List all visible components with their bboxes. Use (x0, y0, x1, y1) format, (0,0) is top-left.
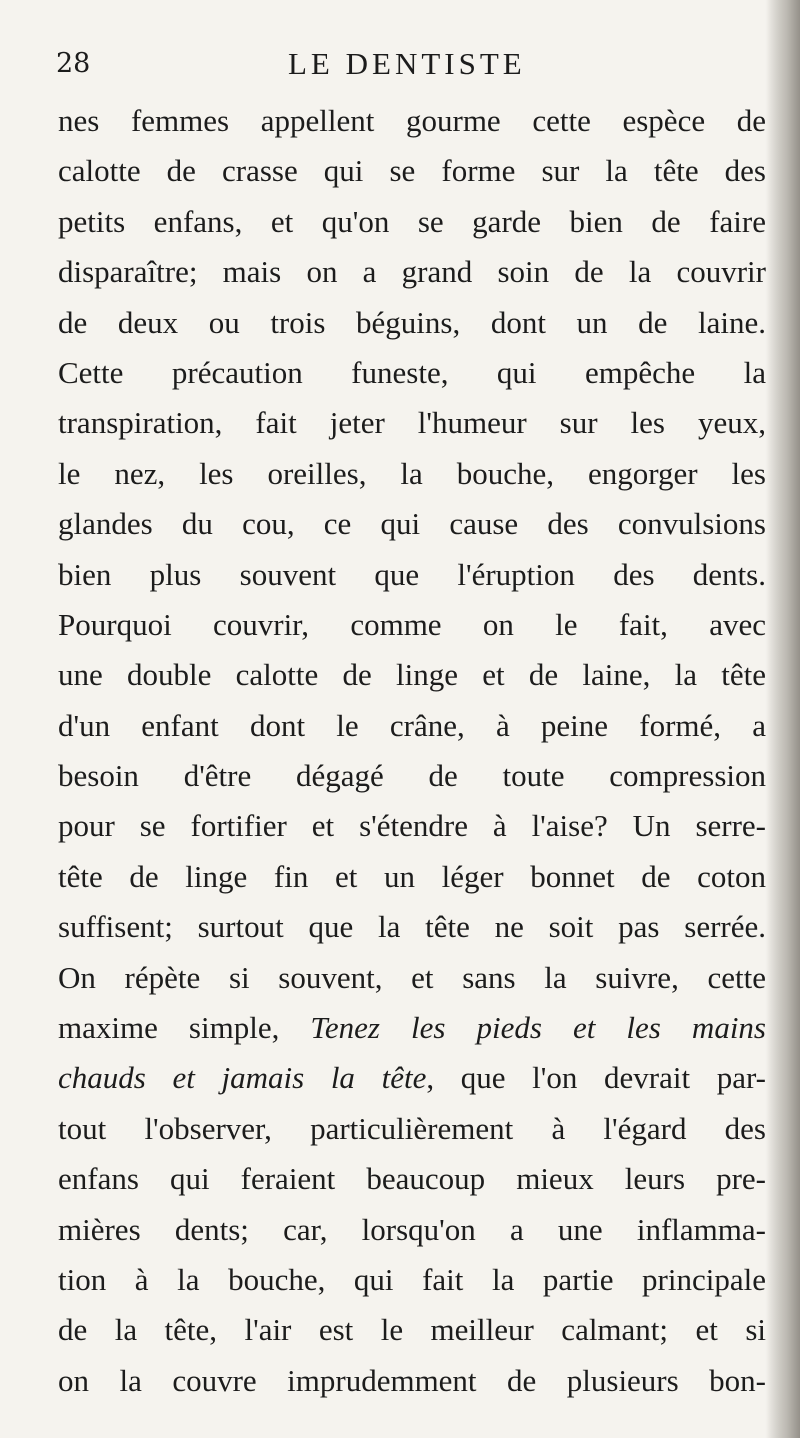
text-line: de deux ou trois béguins, dont un de laine. (58, 304, 766, 340)
text-line: petits enfans, et qu'on se garde bien de faire (58, 203, 766, 239)
text-line: on la couvre imprudemment de plusieurs bon- (58, 1362, 766, 1398)
text-line: de la tête, l'air est le meilleur calmant; et si (58, 1312, 766, 1348)
italic-run: chauds et jamais la tête (58, 1060, 427, 1096)
text-run: , que l'on devrait par- (426, 1060, 766, 1096)
text-line: suffisent; surtout que la tête ne soit pas serrée. (58, 909, 766, 945)
body-text (58, 96, 772, 1406)
text-line: le nez, les oreilles, la bouche, engorger les (58, 455, 766, 491)
text-line: pour se fortifier et s'étendre à l'aise? Un serre- (58, 808, 766, 844)
text-line: transpiration, fait jeter l'humeur sur les yeux, (58, 405, 766, 441)
page-number: 28 (56, 48, 91, 79)
text-line: tout l'observer, particulièrement à l'égard des (58, 1110, 766, 1146)
text-run: maxime simple, (58, 1010, 311, 1046)
text-line: besoin d'être dégagé de toute compression (58, 758, 766, 794)
running-title: LE DENTISTE (288, 46, 526, 81)
text-line: Cette précaution funeste, qui empêche la (58, 354, 766, 390)
page-header (56, 44, 766, 88)
text-line: Pourquoi couvrir, comme on le fait, avec (58, 606, 766, 642)
text-line: tion à la bouche, qui fait la partie principale (58, 1261, 766, 1297)
italic-run: Tenez les pieds et les mains (310, 1010, 766, 1046)
text-line-mixed (58, 1053, 766, 1103)
text-line: une double calotte de linge et de laine, la tête (58, 657, 766, 693)
text-line: tête de linge fin et un léger bonnet de coton (58, 858, 766, 894)
text-line: calotte de crasse qui se forme sur la tête des (58, 153, 766, 189)
text-line: mières dents; car, lorsqu'on a une inflamma- (58, 1211, 766, 1247)
text-line: On répète si souvent, et sans la suivre, cette (58, 959, 766, 995)
text-line: glandes du cou, ce qui cause des convulsions (58, 506, 766, 542)
text-line-mixed (58, 1003, 766, 1053)
text-line: nes femmes appellent gourme cette espèce de (58, 103, 766, 138)
text-line: disparaître; mais on a grand soin de la couvrir (58, 254, 766, 290)
text-line: bien plus souvent que l'éruption des dents. (58, 556, 766, 592)
text-line: enfans qui feraient beaucoup mieux leurs pre- (58, 1161, 766, 1197)
text-line: d'un enfant dont le crâne, à peine formé, a (58, 707, 766, 743)
